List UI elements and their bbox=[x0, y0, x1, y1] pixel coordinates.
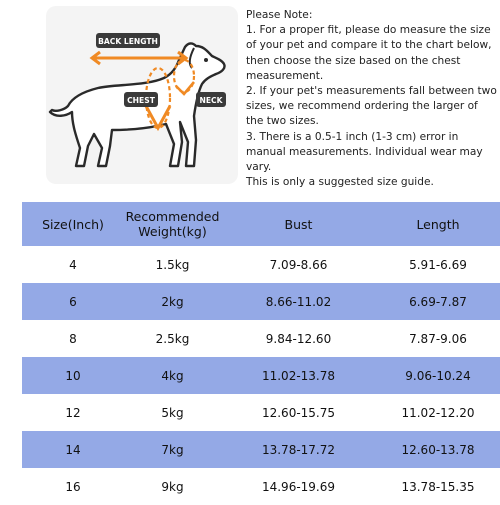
size-cell: 16 bbox=[65, 479, 81, 494]
table-row bbox=[22, 246, 500, 283]
dog-eye bbox=[204, 58, 208, 62]
header-length: Length bbox=[416, 216, 460, 232]
weight-cell: 5kg bbox=[161, 405, 184, 420]
notes-footer: This is only a suggested size guide. bbox=[246, 176, 434, 189]
neck-label: NECK bbox=[199, 96, 223, 105]
weight-cell: 4kg bbox=[161, 368, 184, 383]
bust-cell: 8.66-11.02 bbox=[265, 294, 332, 309]
size-chart-table bbox=[22, 202, 500, 505]
size-notes bbox=[246, 8, 498, 190]
table-header-row bbox=[22, 202, 500, 246]
header-bust: Bust bbox=[284, 216, 313, 232]
length-cell: 7.87-9.06 bbox=[409, 331, 467, 346]
table-row bbox=[22, 320, 500, 357]
length-cell: 12.60-13.78 bbox=[401, 442, 475, 457]
table-row bbox=[22, 431, 500, 468]
dog-illustration bbox=[46, 6, 238, 184]
chest-label: CHEST bbox=[127, 96, 155, 105]
weight-cell: 9kg bbox=[161, 479, 184, 494]
length-cell: 13.78-15.35 bbox=[401, 479, 475, 494]
weight-cell: 7kg bbox=[161, 442, 184, 457]
weight-cell: 2kg bbox=[161, 294, 184, 309]
weight-cell: 2.5kg bbox=[155, 331, 190, 346]
back-length-label: BACK LENGTH bbox=[98, 37, 158, 46]
bust-cell: 11.02-13.78 bbox=[261, 368, 336, 383]
bust-cell: 9.84-12.60 bbox=[265, 331, 332, 346]
bust-cell: 7.09-8.66 bbox=[269, 257, 328, 272]
dog-measurement-diagram bbox=[46, 6, 238, 184]
table-row bbox=[22, 357, 500, 394]
header-weight: Recommended Weight(kg) bbox=[125, 209, 220, 239]
length-cell: 5.91-6.69 bbox=[409, 257, 467, 272]
size-cell: 4 bbox=[69, 257, 77, 272]
bust-cell: 13.78-17.72 bbox=[261, 442, 336, 457]
size-cell: 12 bbox=[65, 405, 81, 420]
notes-heading: Please Note: bbox=[246, 9, 313, 21]
bust-cell: 14.96-19.69 bbox=[261, 479, 336, 494]
table-row bbox=[22, 394, 500, 431]
length-cell: 9.06-10.24 bbox=[405, 368, 471, 383]
length-cell: 6.69-7.87 bbox=[409, 294, 467, 309]
weight-cell: 1.5kg bbox=[155, 257, 190, 272]
header-size: Size(Inch) bbox=[42, 216, 104, 232]
note-item: 1. For a proper fit, please do measure the size of your pet and compare it to the chart below, then choose the size based on the chest measurement. bbox=[246, 24, 492, 82]
note-item: 2. If your pet's measurements fall between two sizes, we recommend ordering the larger of the two sizes. bbox=[246, 85, 497, 128]
length-cell: 11.02-12.20 bbox=[401, 405, 475, 420]
size-cell: 8 bbox=[69, 331, 77, 346]
size-cell: 14 bbox=[65, 442, 81, 457]
size-cell: 6 bbox=[69, 294, 77, 309]
table-row bbox=[22, 283, 500, 320]
table-row bbox=[22, 468, 500, 505]
note-item: 3. There is a 0.5-1 inch (1-3 cm) error in manual measurements. Individual wear may vary. bbox=[246, 130, 483, 174]
size-cell: 10 bbox=[65, 368, 81, 383]
bust-cell: 12.60-15.75 bbox=[261, 405, 336, 420]
